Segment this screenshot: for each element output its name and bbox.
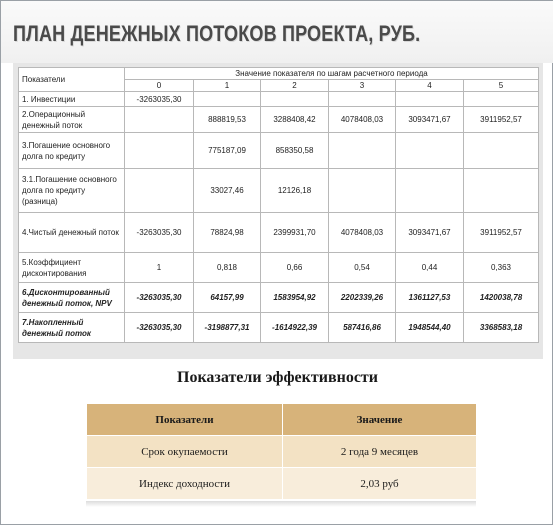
value-cell: -3263035,30: [125, 283, 194, 313]
period-number: 5: [464, 80, 539, 92]
value-cell: [396, 169, 464, 213]
value-cell: -3198877,31: [194, 313, 261, 343]
value-cell: 3288408,42: [261, 107, 329, 133]
cashflow-table: [18, 67, 539, 343]
column-header-indicator: Показатели: [19, 68, 125, 92]
value-cell: [464, 169, 539, 213]
efficiency-table: [86, 403, 477, 500]
value-cell: 33027,46: [194, 169, 261, 213]
efficiency-table-shadow: [86, 501, 476, 507]
header-row: [19, 68, 539, 80]
efficiency-row: [87, 468, 477, 500]
value-cell: [261, 92, 329, 107]
row-label: 1. Инвестиции: [19, 92, 125, 107]
table-row: [19, 283, 539, 313]
value-cell: 0,66: [261, 253, 329, 283]
table-row: [19, 213, 539, 253]
table-row: [19, 253, 539, 283]
column-header-period: Значение показателя по шагам расчетного периода: [125, 68, 539, 80]
row-label: 5.Коэффициент дисконтирования: [19, 253, 125, 283]
value-cell: [125, 169, 194, 213]
table-row: [19, 169, 539, 213]
value-cell: [329, 92, 396, 107]
value-cell: 587416,86: [329, 313, 396, 343]
value-cell: 1420038,78: [464, 283, 539, 313]
value-cell: 1948544,40: [396, 313, 464, 343]
value-cell: 888819,53: [194, 107, 261, 133]
value-cell: 3093471,67: [396, 213, 464, 253]
value-cell: -1614922,39: [261, 313, 329, 343]
row-label: 3.1.Погашение основного долга по кредиту (разница): [19, 169, 125, 213]
period-number: 0: [125, 80, 194, 92]
value-cell: [329, 133, 396, 169]
value-cell: [396, 92, 464, 107]
efficiency-header-value: Значение: [283, 404, 477, 436]
value-cell: [125, 107, 194, 133]
value-cell: [194, 92, 261, 107]
value-cell: -3263035,30: [125, 213, 194, 253]
value-cell: 4078408,03: [329, 213, 396, 253]
value-cell: 2202339,26: [329, 283, 396, 313]
row-label: 7.Накопленный денежный поток: [19, 313, 125, 343]
row-label: 6.Дисконтированный денежный поток, NPV: [19, 283, 125, 313]
efficiency-indicator-cell: Срок окупаемости: [87, 436, 283, 468]
value-cell: 0,44: [396, 253, 464, 283]
value-cell: [396, 133, 464, 169]
value-cell: 3368583,18: [464, 313, 539, 343]
value-cell: 0,363: [464, 253, 539, 283]
row-label: 4.Чистый денежный поток: [19, 213, 125, 253]
table-row: [19, 92, 539, 107]
value-cell: 3093471,67: [396, 107, 464, 133]
period-number: 4: [396, 80, 464, 92]
efficiency-header-row: [87, 404, 477, 436]
value-cell: 775187,09: [194, 133, 261, 169]
value-cell: 3911952,57: [464, 213, 539, 253]
efficiency-header-indicator: Показатели: [87, 404, 283, 436]
value-cell: 0,54: [329, 253, 396, 283]
value-cell: 2399931,70: [261, 213, 329, 253]
value-cell: [464, 133, 539, 169]
value-cell: [464, 92, 539, 107]
efficiency-value-cell: 2 года 9 месяцев: [283, 436, 477, 468]
row-label: 2.Операционный денежный поток: [19, 107, 125, 133]
value-cell: [125, 133, 194, 169]
efficiency-value-cell: 2,03 руб: [283, 468, 477, 500]
value-cell: 3911952,57: [464, 107, 539, 133]
table-row: [19, 107, 539, 133]
value-cell: 64157,99: [194, 283, 261, 313]
table-row: [19, 133, 539, 169]
value-cell: 0,818: [194, 253, 261, 283]
value-cell: 12126,18: [261, 169, 329, 213]
period-number: 2: [261, 80, 329, 92]
efficiency-indicator-cell: Индекс доходности: [87, 468, 283, 500]
slide-title: ПЛАН ДЕНЕЖНЫХ ПОТОКОВ ПРОЕКТА, РУБ.: [13, 21, 421, 46]
value-cell: 858350,58: [261, 133, 329, 169]
period-number: 3: [329, 80, 396, 92]
value-cell: 1: [125, 253, 194, 283]
value-cell: 1583954,92: [261, 283, 329, 313]
period-number: 1: [194, 80, 261, 92]
value-cell: [329, 169, 396, 213]
row-label: 3.Погашение основного долга по кредиту: [19, 133, 125, 169]
table-row: [19, 313, 539, 343]
value-cell: 1361127,53: [396, 283, 464, 313]
value-cell: -3263035,30: [125, 313, 194, 343]
value-cell: 78824,98: [194, 213, 261, 253]
efficiency-row: [87, 436, 477, 468]
value-cell: 4078408,03: [329, 107, 396, 133]
value-cell: -3263035,30: [125, 92, 194, 107]
efficiency-title: Показатели эффективности: [177, 369, 378, 386]
